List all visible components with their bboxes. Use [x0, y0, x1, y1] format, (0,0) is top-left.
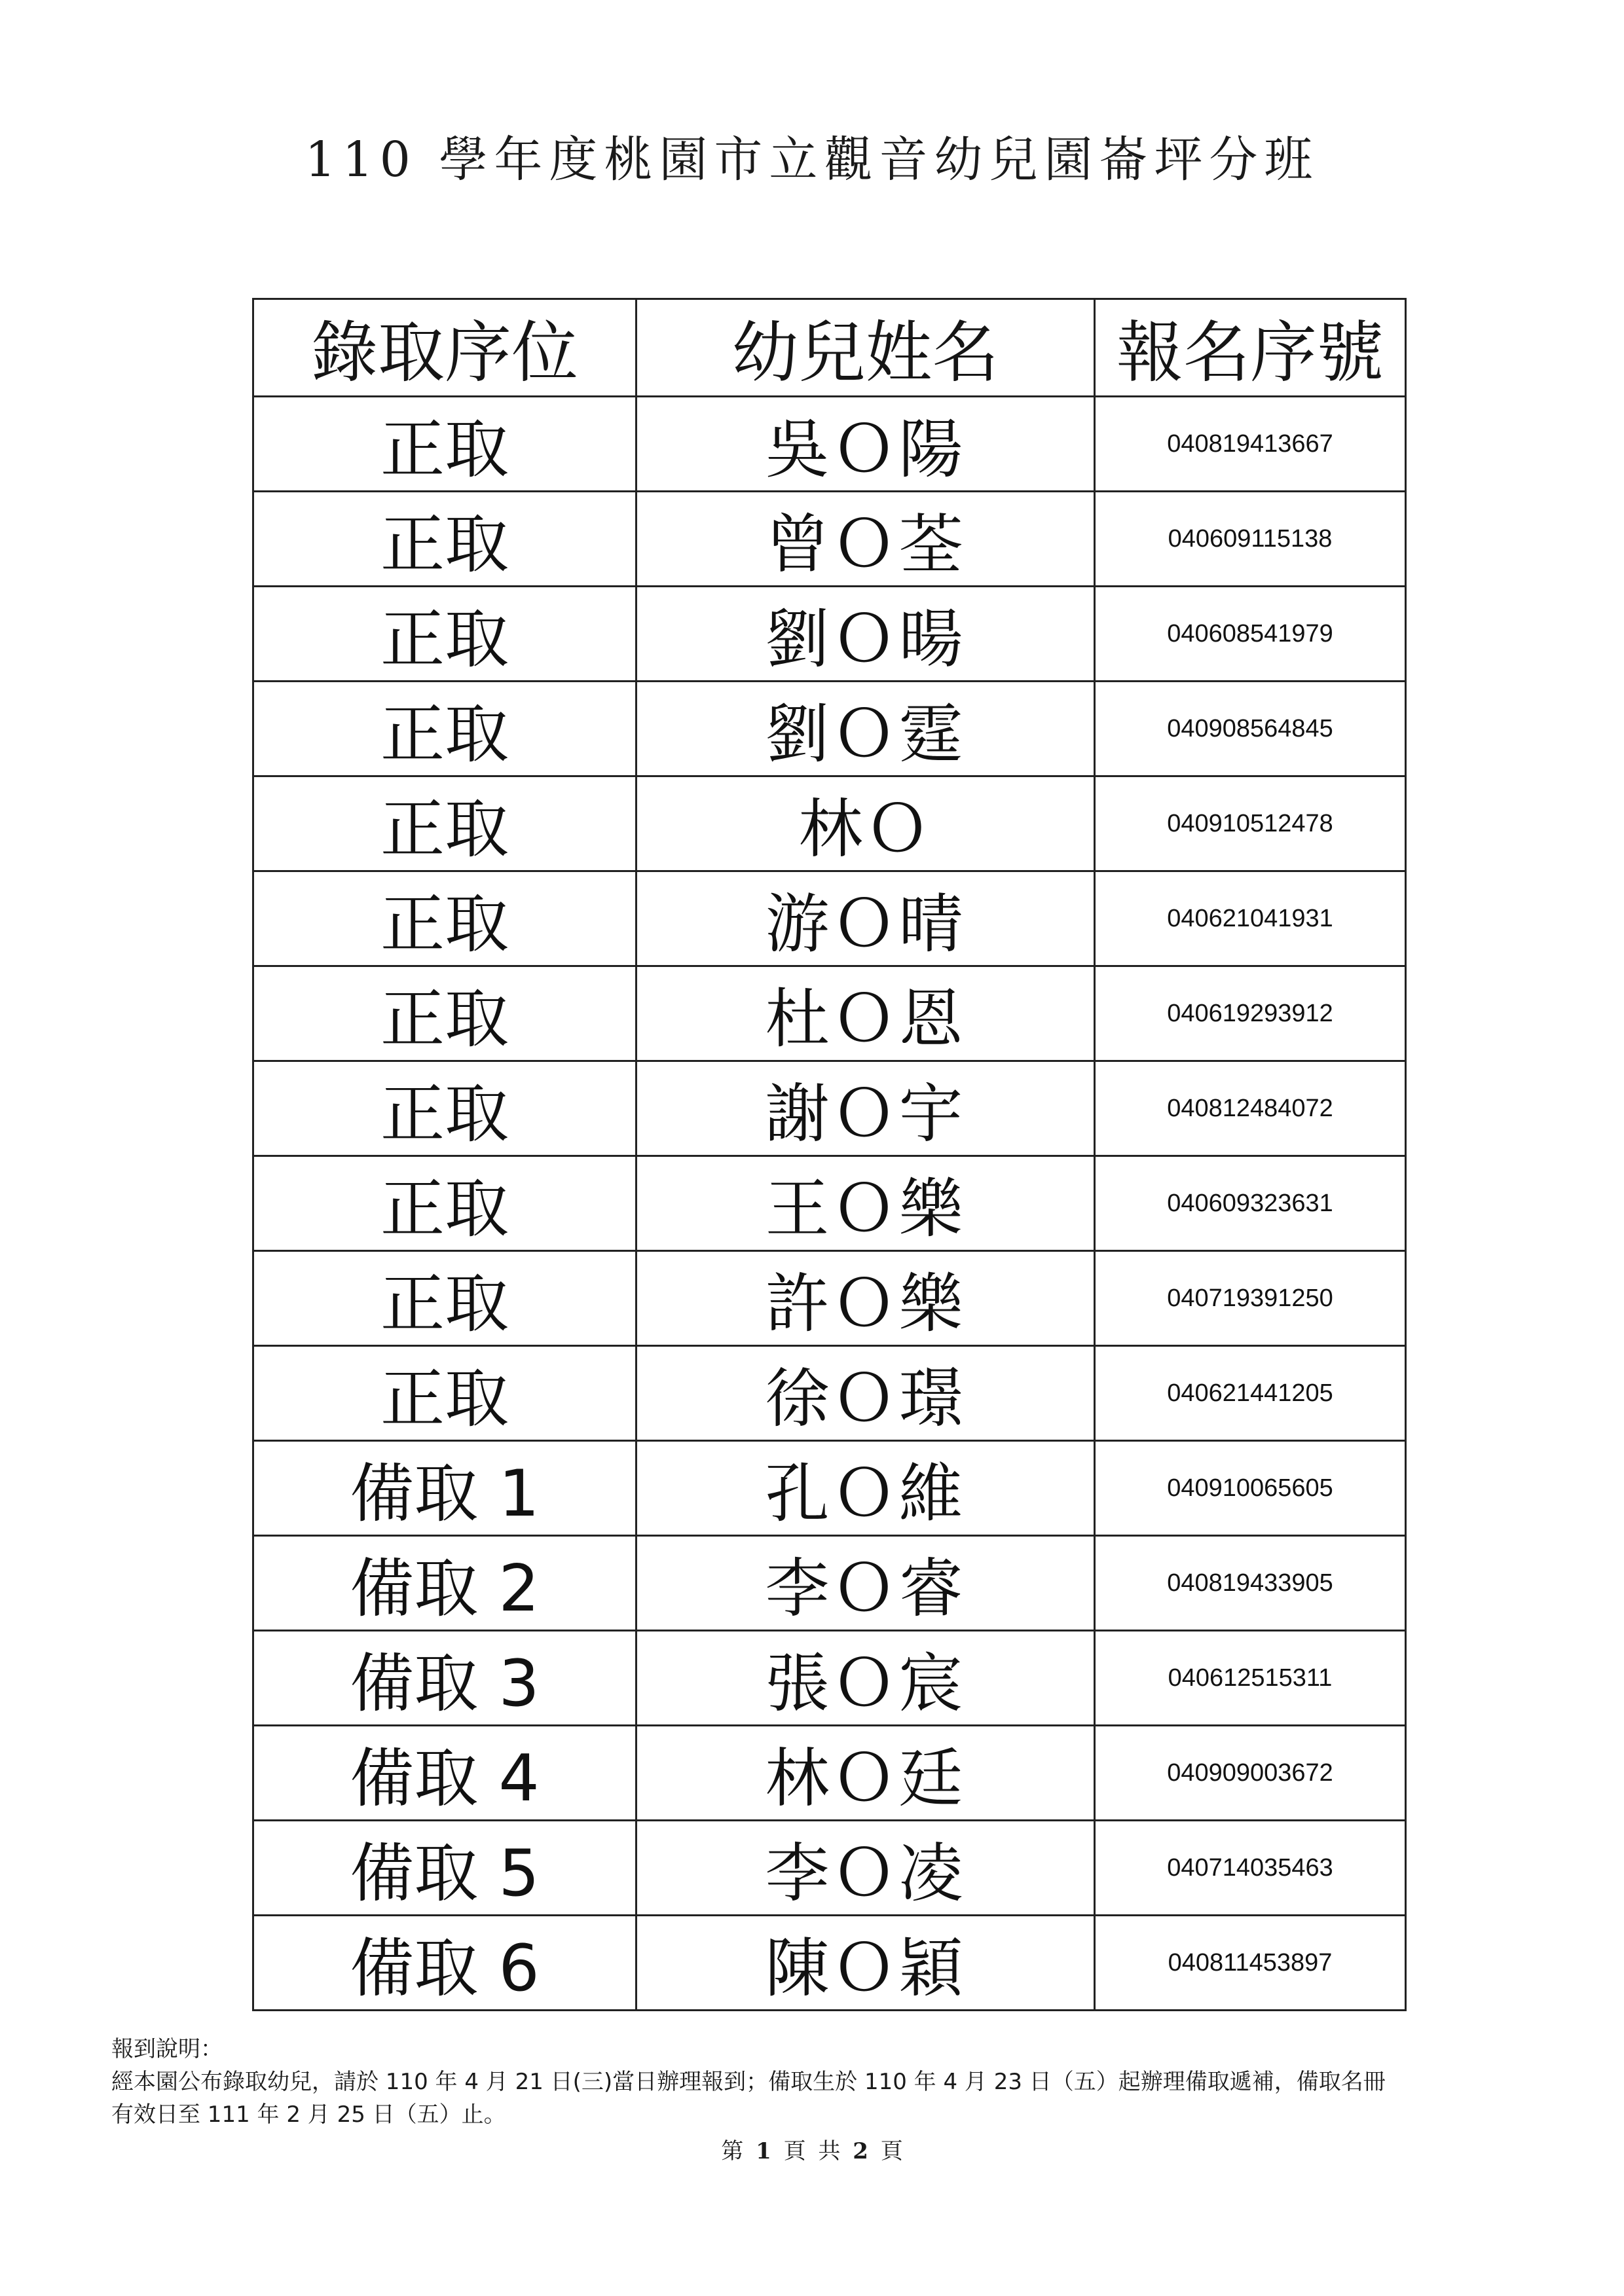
notes-heading: 報到說明： [111, 2036, 223, 2062]
page-unit-2: 頁 [880, 2138, 903, 2164]
registration-number-cell: 040612515311 [1095, 1631, 1406, 1726]
table-row [253, 1916, 1406, 2011]
registration-number-cell: 040621041931 [1095, 871, 1406, 966]
rank-cell: 正取 [253, 587, 637, 682]
table-row [253, 1346, 1406, 1441]
rank-cell: 正取 [253, 1156, 637, 1251]
rank-cell: 備取 6 [253, 1916, 637, 2011]
header-rank: 錄取序位 [253, 299, 637, 397]
registration-number-cell: 040909003672 [1095, 1726, 1406, 1821]
name-cell: 許Ｏ樂 [637, 1251, 1095, 1346]
registration-number-cell: 040811453897 [1095, 1916, 1406, 2011]
rank-cell: 正取 [253, 871, 637, 966]
rank-cell: 備取 5 [253, 1821, 637, 1916]
name-cell: 孔Ｏ維 [637, 1441, 1095, 1536]
page-label: 第 [721, 2138, 744, 2164]
admission-table [252, 298, 1407, 2011]
name-cell: 李Ｏ凌 [637, 1821, 1095, 1916]
page-unit: 頁 [783, 2138, 806, 2164]
page-indicator [0, 2133, 1624, 2165]
page-title: 110 學年度桃園市立觀音幼兒園崙坪分班 [304, 132, 1320, 188]
rank-cell: 備取 1 [253, 1441, 637, 1536]
header-child-name: 幼兒姓名 [637, 299, 1095, 397]
registration-number-cell: 040714035463 [1095, 1821, 1406, 1916]
notes-line-1: 經本園公布錄取幼兒，請於 110 年 4 月 21 日(三)當日辦理報到；備取生於 110 年 4 月 23 日（五）起辦理備取遞補，備取名冊 [111, 2069, 1386, 2095]
registration-number-cell: 040910512478 [1095, 776, 1406, 871]
total-pages: 2 [853, 2138, 868, 2164]
name-cell: 王Ｏ樂 [637, 1156, 1095, 1251]
table-row [253, 1251, 1406, 1346]
table-row [253, 1821, 1406, 1916]
rank-cell: 正取 [253, 682, 637, 776]
table-row [253, 1631, 1406, 1726]
table-row [253, 966, 1406, 1061]
rank-cell: 備取 2 [253, 1536, 637, 1631]
name-cell: 林Ｏ [637, 776, 1095, 871]
notes-line-2: 有效日至 111 年 2 月 25 日（五）止。 [111, 2102, 506, 2128]
registration-number-cell: 040812484072 [1095, 1061, 1406, 1156]
name-cell: 游Ｏ晴 [637, 871, 1095, 966]
rank-cell: 正取 [253, 776, 637, 871]
name-cell: 吳Ｏ陽 [637, 397, 1095, 492]
name-cell: 徐Ｏ璟 [637, 1346, 1095, 1441]
table-row [253, 587, 1406, 682]
rank-cell: 備取 4 [253, 1726, 637, 1821]
table-row [253, 1156, 1406, 1251]
registration-notes [111, 2033, 1539, 2131]
registration-number-cell: 040608541979 [1095, 587, 1406, 682]
registration-number-cell: 040819413667 [1095, 397, 1406, 492]
table-row [253, 492, 1406, 587]
current-page: 1 [756, 2138, 771, 2164]
name-cell: 李Ｏ睿 [637, 1536, 1095, 1631]
table-header-row [253, 299, 1406, 397]
name-cell: 曾Ｏ荃 [637, 492, 1095, 587]
total-label: 共 [818, 2138, 841, 2164]
rank-cell: 正取 [253, 1251, 637, 1346]
table-row [253, 1726, 1406, 1821]
rank-cell: 正取 [253, 492, 637, 587]
table-row [253, 776, 1406, 871]
registration-number-cell: 040908564845 [1095, 682, 1406, 776]
table-row [253, 397, 1406, 492]
table-row [253, 1536, 1406, 1631]
name-cell: 劉Ｏ霆 [637, 682, 1095, 776]
rank-cell: 備取 3 [253, 1631, 637, 1726]
name-cell: 陳Ｏ穎 [637, 1916, 1095, 2011]
table-row [253, 682, 1406, 776]
registration-number-cell: 040910065605 [1095, 1441, 1406, 1536]
name-cell: 劉Ｏ暘 [637, 587, 1095, 682]
registration-number-cell: 040609115138 [1095, 492, 1406, 587]
registration-number-cell: 040619293912 [1095, 966, 1406, 1061]
table-row [253, 1061, 1406, 1156]
registration-number-cell: 040819433905 [1095, 1536, 1406, 1631]
registration-number-cell: 040621441205 [1095, 1346, 1406, 1441]
table-body [253, 397, 1406, 2011]
registration-number-cell: 040609323631 [1095, 1156, 1406, 1251]
rank-cell: 正取 [253, 966, 637, 1061]
rank-cell: 正取 [253, 1061, 637, 1156]
name-cell: 林Ｏ廷 [637, 1726, 1095, 1821]
registration-number-cell: 040719391250 [1095, 1251, 1406, 1346]
name-cell: 謝Ｏ宇 [637, 1061, 1095, 1156]
rank-cell: 正取 [253, 1346, 637, 1441]
header-registration-number: 報名序號 [1095, 299, 1406, 397]
name-cell: 張Ｏ宸 [637, 1631, 1095, 1726]
table-row [253, 1441, 1406, 1536]
name-cell: 杜Ｏ恩 [637, 966, 1095, 1061]
table-row [253, 871, 1406, 966]
rank-cell: 正取 [253, 397, 637, 492]
